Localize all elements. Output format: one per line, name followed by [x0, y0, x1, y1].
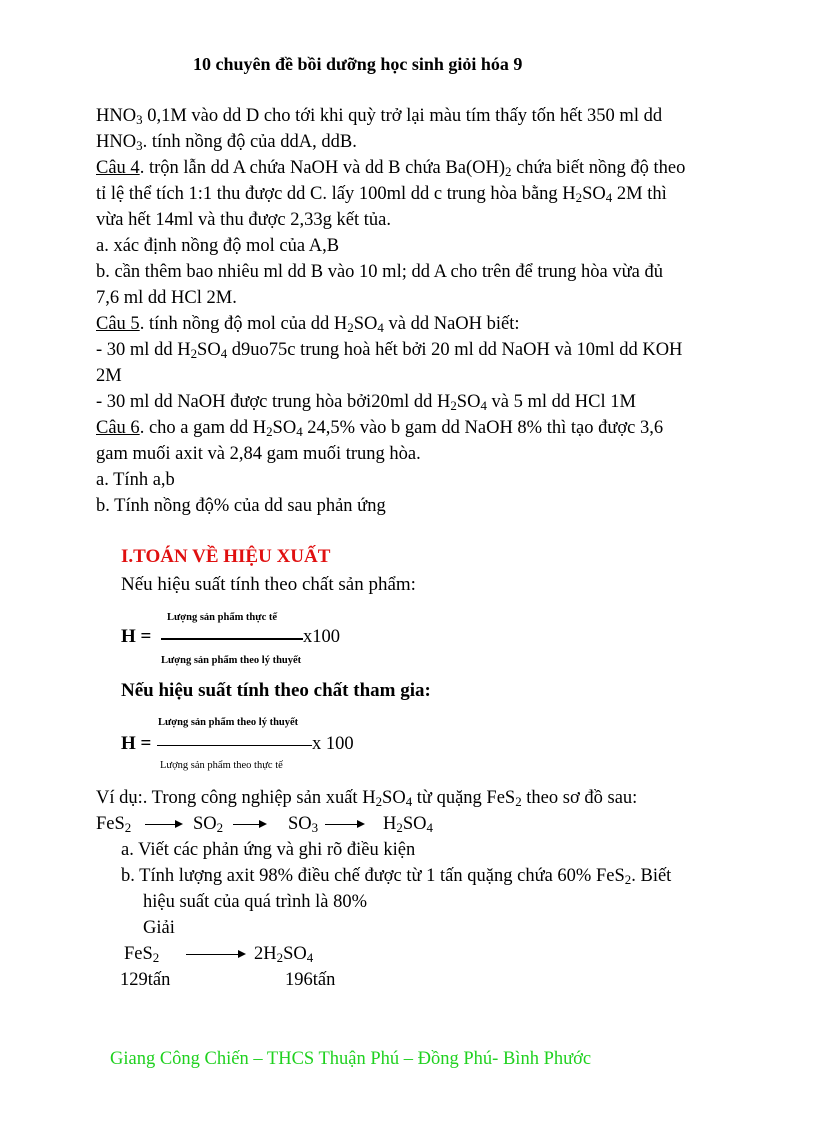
section-title: I.TOÁN VỀ HIỆU XUẤT	[121, 546, 331, 567]
formula-1-fraction-bar	[161, 638, 303, 640]
arrow-icon	[145, 824, 181, 825]
formula-2-denominator: Lượng sản phẩm theo thực tế	[160, 760, 283, 771]
mass-h2so4: 196tấn	[285, 970, 336, 990]
example-question-b-cont: hiệu suất của quá trình là 80%	[143, 892, 367, 912]
question-4	[96, 155, 685, 181]
example-intro: Ví dụ:. Trong công nghiệp sản xuất $H_2SO_4$ từ quặng FeS$_2$ theo sơ đồ sau:	[96, 788, 638, 810]
text-line: b. Tính nồng độ% của dd sau phản ứng	[96, 496, 386, 516]
text-line: - 30 ml dd NaOH được trung hòa bởi20ml dd $H_2SO_4$ và 5 ml dd HCl 1M	[96, 392, 636, 414]
arrow-icon	[325, 824, 363, 825]
formula-1-denominator: Lượng sản phẩm theo lý thuyết	[161, 655, 302, 666]
question-4-label: Câu 4	[96, 158, 140, 178]
section-subtitle-reactant: Nếu hiệu suất tính theo chất tham gia:	[121, 680, 431, 701]
formula-2-fraction-bar	[157, 745, 312, 746]
reaction-h2so4: $2H_2SO_4$	[254, 944, 314, 966]
scheme-fes2: FeS$_2$	[96, 814, 132, 836]
text-line: tỉ lệ thể tích 1:1 thu được dd C. lấy 100ml dd c trung hòa bằng $H_2SO_4$ 2M thì	[96, 184, 667, 206]
text-line: b. cần thêm bao nhiêu ml dd B vào 10 ml; dd A cho trên để trung hòa vừa đủ	[96, 262, 663, 282]
reaction-fes2: FeS$_2$	[124, 944, 160, 966]
text-line: vừa hết 14ml và thu được 2,33g kết tủa.	[96, 210, 391, 230]
text-line: $HNO_3$ 0,1M vào dd D cho tới khi quỳ trở lại màu tím thấy tốn hết 350 ml dd	[96, 106, 663, 128]
formula-2-h: H =	[121, 733, 152, 754]
text-line: a. Tính a,b	[96, 470, 175, 490]
question-5	[96, 311, 520, 337]
scheme-h2so4: $H_2SO_4$	[383, 814, 433, 836]
formula-1-multiplier: x100	[303, 627, 340, 647]
question-5-text: . tính nồng độ mol của dd $H_2SO_4$ và dd NaOH biết:	[139, 314, 520, 336]
text-line: 2M	[96, 366, 122, 386]
page-header: 10 chuyên đề bồi dưỡng học sinh giỏi hóa 9	[193, 54, 523, 74]
scheme-so3: $SO_3$	[288, 814, 319, 836]
page-footer: Giang Công Chiến – THCS Thuận Phú – Đồng Phú- Bình Phước	[110, 1049, 592, 1069]
text-line: gam muối axit và 2,84 gam muối trung hòa.	[96, 444, 421, 464]
formula-2-multiplier: x 100	[312, 734, 354, 754]
text-line: $HNO_3$. tính nồng độ của ddA, ddB.	[96, 132, 357, 154]
formula-1-h: H =	[121, 626, 152, 647]
text-line: - 30 ml dd $H_2SO_4$ d9uo75c trung hoà hết bởi 20 ml dd NaOH và 10ml dd KOH	[96, 340, 683, 362]
text-line: 7,6 ml dd HCl 2M.	[96, 288, 237, 308]
question-4-text: . trộn lẫn dd A chứa NaOH và dd B chứa $Ba(OH)_2$ chứa biết nồng độ theo	[139, 158, 686, 180]
formula-2-numerator: Lượng sản phẩm theo lý thuyết	[158, 717, 299, 728]
scheme-so2: $SO_2$	[193, 814, 224, 836]
arrow-icon	[233, 824, 265, 825]
question-6-text: . cho a gam dd $H_2SO_4$ 24,5% vào b gam dd NaOH 8% thì tạo được 3,6	[139, 418, 664, 440]
text-line: a. xác định nồng độ mol của A,B	[96, 236, 340, 256]
mass-fes2: 129tấn	[120, 970, 171, 990]
question-6-label: Câu 6	[96, 418, 140, 438]
formula-1-numerator: Lượng sản phẩm thực tế	[167, 612, 278, 623]
example-question-a: a. Viết các phản ứng và ghi rõ điều kiện	[121, 840, 416, 860]
question-5-label: Câu 5	[96, 314, 140, 334]
question-6	[96, 415, 663, 441]
arrow-icon	[186, 954, 244, 955]
solution-label: Giải	[143, 918, 175, 938]
section-subtitle-product: Nếu hiệu suất tính theo chất sản phẩm:	[121, 574, 416, 595]
example-question-b: b. Tính lượng axit 98% điều chế được từ 1 tấn quặng chứa 60% FeS$_2$. Biết	[121, 866, 672, 888]
